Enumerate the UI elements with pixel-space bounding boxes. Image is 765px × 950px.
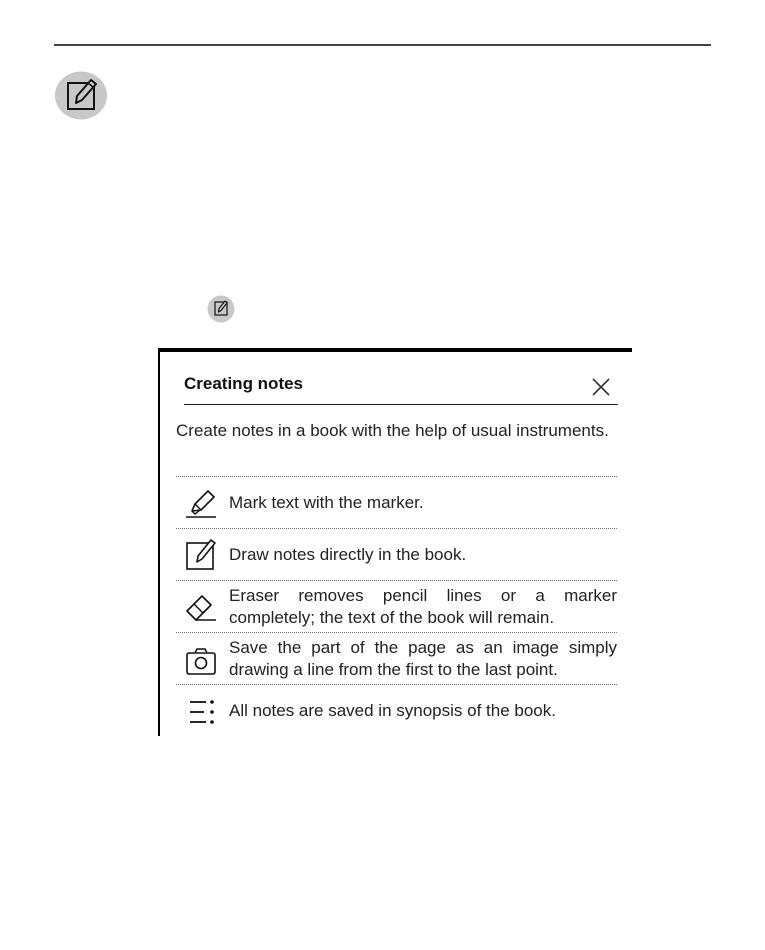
panel-header — [184, 372, 618, 405]
eraser-icon — [184, 591, 218, 625]
synopsis-icon — [184, 695, 218, 729]
creating-notes-panel — [158, 348, 632, 736]
list-item-text: Eraser removes pencil lines or a marker completely; the text of the book will remain. — [229, 586, 617, 627]
camera-icon — [184, 644, 218, 678]
list-item-eraser — [176, 580, 617, 632]
list-item-pencil — [176, 528, 617, 580]
list-item-synopsis — [176, 684, 617, 736]
close-icon[interactable] — [590, 376, 612, 398]
list-item-text: Save the part of the page as an image simply drawing a line from the first to the last point. — [229, 638, 617, 679]
list-item-text: Draw notes directly in the book. — [229, 545, 467, 564]
list-item-text: All notes are saved in synopsis of the book. — [229, 701, 556, 720]
list-item-camera — [176, 632, 617, 684]
notes-inline-icon — [207, 295, 235, 323]
pencil-icon — [184, 537, 218, 571]
panel-intro: Create notes in a book with the help of usual instruments. — [176, 421, 609, 440]
header-divider — [54, 44, 711, 46]
notes-section-icon — [54, 71, 108, 120]
panel-title: Creating notes — [184, 374, 304, 393]
list-item-marker — [176, 476, 617, 528]
list-item-text: Mark text with the marker. — [229, 493, 424, 512]
marker-icon — [184, 486, 218, 520]
